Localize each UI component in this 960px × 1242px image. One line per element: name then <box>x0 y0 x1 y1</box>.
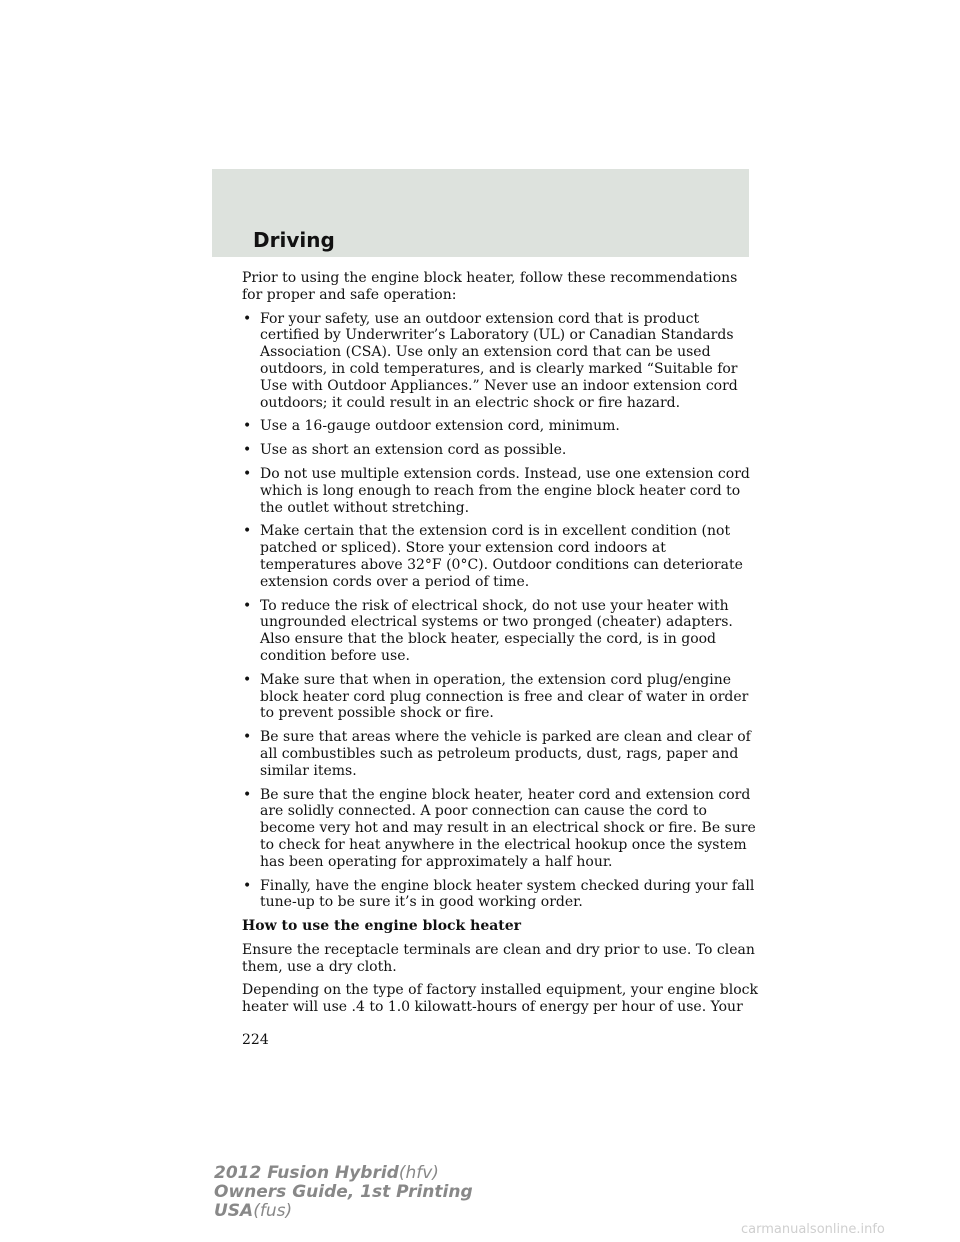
list-item <box>242 311 762 412</box>
section-title: Driving <box>253 228 335 252</box>
list-item <box>242 672 762 722</box>
list-item <box>242 466 762 516</box>
list-item-text: Use as short an extension cord as possible. <box>260 442 567 459</box>
bullet-icon: • <box>243 671 252 688</box>
list-item <box>242 787 762 871</box>
list-item <box>242 418 762 435</box>
list-item <box>242 878 762 912</box>
subheading: How to use the engine block heater <box>242 918 522 935</box>
bullet-icon: • <box>243 877 252 894</box>
list-item <box>242 729 762 779</box>
intro-paragraph: Prior to using the engine block heater, follow these recommendations for proper and safe operation: <box>242 270 738 303</box>
list-item-text: Be sure that areas where the vehicle is parked are clean and clear of all combustibles such as petroleum products, dust, rags, paper and similar items. <box>260 729 751 779</box>
footer-model: 2012 Fusion Hybrid <box>214 1163 399 1183</box>
body-paragraph: Ensure the receptacle terminals are clean and dry prior to use. To clean them, use a dry cloth. <box>242 941 755 975</box>
list-item-text: Use a 16-gauge outdoor extension cord, minimum. <box>260 418 620 435</box>
watermark: carmanualsonline.info <box>741 1222 885 1237</box>
page-number: 224 <box>242 1032 269 1048</box>
list-item-text: Make certain that the extension cord is in excellent condition (not patched or spliced). Store your extension cord indoors at temperatures above 32°F (0°C). Outdoor conditions can deteriorate extension cords over a period of time. <box>260 523 743 590</box>
list-item-text: Make sure that when in operation, the extension cord plug/engine block heater cord plug connection is free and clear of water in order to prevent possible shock or fire. <box>260 671 749 722</box>
list-item-text: Do not use multiple extension cords. Instead, use one extension cord which is long enough to reach from the engine block heater cord to the outlet without stretching. <box>260 465 750 516</box>
footer-model-code: (hfv) <box>398 1163 439 1183</box>
footer-edition: Owners Guide, 1st Printing <box>214 1182 473 1202</box>
bullet-icon: • <box>243 786 252 803</box>
list-item <box>242 598 762 665</box>
list-item-text: Finally, have the engine block heater system checked during your fall tune-up to be sure it’s in good working order. <box>260 877 755 911</box>
document-footer <box>214 1164 473 1221</box>
bullet-icon: • <box>243 597 252 614</box>
bullet-icon: • <box>243 418 252 435</box>
safety-recommendations-list <box>242 311 762 912</box>
bullet-icon: • <box>243 310 252 327</box>
list-item <box>242 442 762 459</box>
body-paragraph: Depending on the type of factory installed equipment, your engine block heater will use .4 to 1.0 kilowatt-hours of energy per hour of use. Your <box>242 982 758 1016</box>
bullet-icon: • <box>243 729 252 746</box>
footer-market-code: (fus) <box>253 1201 293 1221</box>
bullet-icon: • <box>243 523 252 540</box>
list-item <box>242 523 762 590</box>
list-item-text: For your safety, use an outdoor extension cord that is product certified by Underwriter’s Laboratory (UL) or Canadian Standards Association (CSA). Use only an extension cord that can be used outdoors, in cold temperatures, and is clearly marked “Suitable for Use with Outdoor Appliances.” Never use an indoor extension cord outdoors; it could result in an electric shock or fire hazard. <box>260 310 738 411</box>
footer-market: USA <box>214 1201 254 1221</box>
list-item-text: To reduce the risk of electrical shock, do not use your heater with ungrounded electrical systems or two pronged (cheater) adapters. Also ensure that the block heater, especially the cord, is in good condition before use. <box>260 597 733 664</box>
bullet-icon: • <box>243 465 252 482</box>
bullet-icon: • <box>243 442 252 459</box>
list-item-text: Be sure that the engine block heater, heater cord and extension cord are solidly connected. A poor connection can cause the cord to become very hot and may result in an electrical shock or fire. Be sure to check for heat anywhere in the electrical hookup once the system has been operating for approximately a half hour. <box>260 786 756 870</box>
page-content <box>242 270 762 1023</box>
